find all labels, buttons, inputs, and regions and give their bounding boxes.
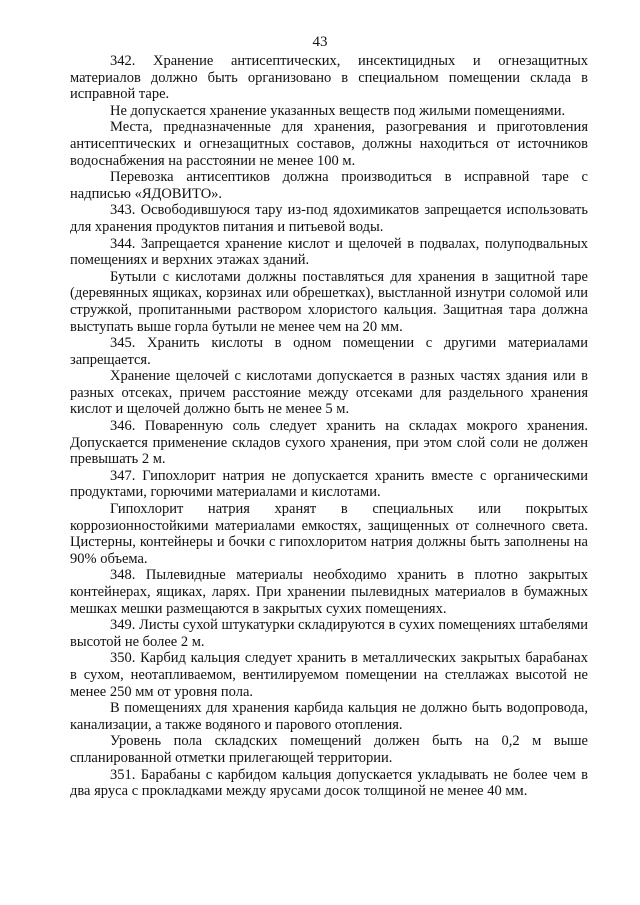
paragraph-343: 343. Освободившуюся тару из-под ядохимикатов запрещается использовать для хранения продуктов питания и питьевой воды.: [70, 202, 588, 235]
document-body: [70, 53, 588, 800]
paragraph-348: 348. Пылевидные материалы необходимо хранить в плотно закрытых контейнерах, ящиках, ларях. При хранении пылевидных материалов в бумажных мешках мешки размещаются в закрытых сухих помещениях.: [70, 567, 588, 617]
paragraph-347-storage: Гипохлорит натрия хранят в специальных или покрытых коррозионностойкими материалами емкостях, защищенных от солнечного света. Цистерны, контейнеры и бочки с гипохлоритом натрия должны быть заполнены на 90% объема.: [70, 501, 588, 567]
paragraph-342-transport: Перевозка антисептиков должна производиться в исправной таре с надписью «ЯДОВИТО».: [70, 169, 588, 202]
paragraph-342: 342. Хранение антисептических, инсектицидных и огнезащитных материалов должно быть организовано в специальном помещении склада в исправной таре.: [70, 53, 588, 103]
paragraph-347: 347. Гипохлорит натрия не допускается хранить вместе с органическими продуктами, горючими материалами и кислотами.: [70, 467, 588, 501]
paragraph-345-alkali: Хранение щелочей с кислотами допускается в разных частях здания или в разных отсеках, причем расстояние между отсеками для раздельного хранения кислот и щелочей должно быть не менее 5 м.: [70, 368, 588, 418]
paragraph-349: 349. Листы сухой штукатурки складируются в сухих помещениях штабелями высотой не более 2 м.: [70, 617, 589, 650]
page-number: 43: [312, 34, 328, 50]
paragraph-351: 351. Барабаны с карбидом кальция допускается укладывать не более чем в два яруса с прокладками между ярусами досок толщиной не менее 40 мм.: [70, 766, 588, 800]
paragraph-345: 345. Хранить кислоты в одном помещении с другими материалами запрещается.: [70, 335, 588, 368]
paragraph-342-residential: Не допускается хранение указанных веществ под жилыми помещениями.: [110, 102, 566, 119]
paragraph-350: 350. Карбид кальция следует хранить в металлических закрытых барабанах в сухом, неотапливаемом, вентилируемом помещении на стеллажах высотой не менее 250 мм от уровня пола.: [70, 650, 588, 700]
paragraph-350-utilities: В помещениях для хранения карбида кальция не должно быть водопровода, канализации, а также водяного и парового отопления.: [70, 700, 588, 733]
paragraph-344-bottles: Бутыли с кислотами должны поставляться для хранения в защитной таре (деревянных ящиках, корзинах или обрешетках), выстланной изнутри соломой или стружкой, пропитанными раствором хлористого кальция. Защитная тара должна выступать выше горла бутыли не менее чем на 20 мм.: [70, 268, 588, 335]
paragraph-346: 346. Поваренную соль следует хранить на складах мокрого хранения. Допускается применение складов сухого хранения, при этом слой соли не должен превышать 2 м.: [70, 418, 588, 468]
paragraph-344: 344. Запрещается хранение кислот и щелочей в подвалах, полуподвальных помещениях и верхних этажах зданий.: [70, 235, 588, 269]
paragraph-350-floor: Уровень пола складских помещений должен быть на 0,2 м выше спланированной отметки прилегающей территории.: [70, 733, 588, 766]
paragraph-342-locations: Места, предназначенные для хранения, разогревания и приготовления антисептических и огнезащитных составов, должны находиться от источников водоснабжения на расстоянии не менее 100 м.: [70, 119, 588, 169]
